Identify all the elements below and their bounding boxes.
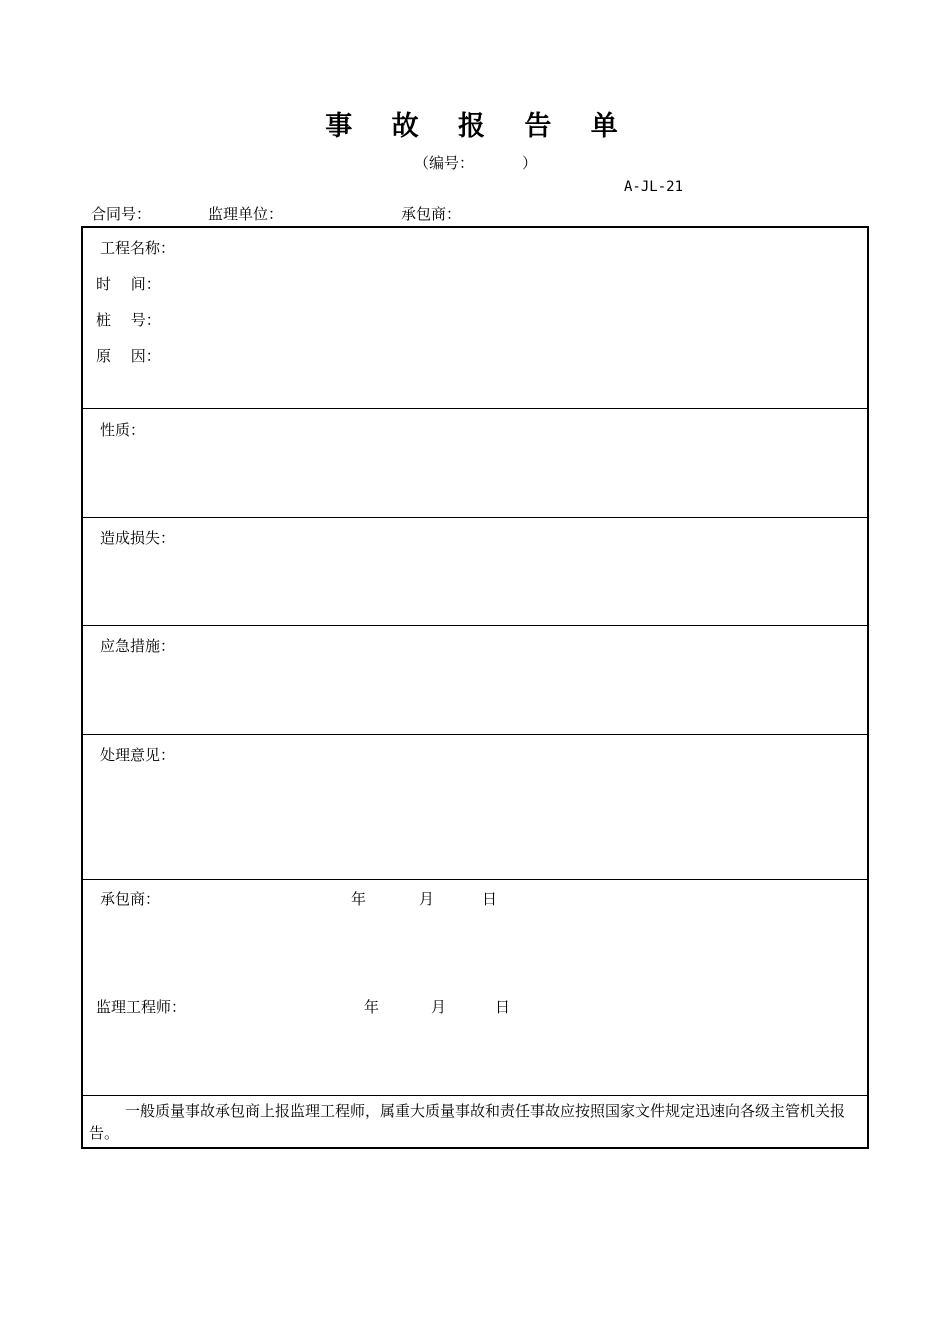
footnote-text: 一般质量事故承包商上报监理工程师，属重大质量事故和责任事故应按照国家文件规定迅速向各级主管机关报告。 <box>89 1102 846 1142</box>
opinion-section-divider <box>83 734 867 735</box>
emergency-label: 应急措施： <box>100 637 176 655</box>
serial-label: （编号： <box>414 154 475 172</box>
serial-close: ） <box>522 154 538 172</box>
emergency-section-divider <box>83 625 867 626</box>
loss-section-divider <box>83 517 867 518</box>
contractor-day-label: 日 <box>482 890 498 908</box>
contractor-label: 承包商： <box>401 205 462 223</box>
contract-no-label: 合同号： <box>91 205 152 223</box>
report-form <box>81 226 869 1149</box>
engineer-month-label: 月 <box>431 998 447 1016</box>
opinion-label: 处理意见： <box>100 746 176 764</box>
cause-label: 原 因： <box>96 347 161 365</box>
engineer-day-label: 日 <box>495 998 511 1016</box>
signature-section-divider <box>83 879 867 880</box>
nature-label: 性质： <box>100 421 146 439</box>
form-code: A-JL-21 <box>624 179 684 195</box>
contractor-month-label: 月 <box>419 890 435 908</box>
station-label: 桩 号： <box>96 311 161 329</box>
engineer-signature-label: 监理工程师： <box>96 998 187 1016</box>
engineer-year-label: 年 <box>364 998 380 1016</box>
serial-number <box>414 152 538 173</box>
project-name-label: 工程名称： <box>100 239 176 257</box>
contractor-year-label: 年 <box>351 890 367 908</box>
contractor-signature-label: 承包商： <box>100 890 161 908</box>
document-title: 事 故 报 告 单 <box>325 111 633 142</box>
time-label: 时 间： <box>96 275 161 293</box>
supervisor-unit-label: 监理单位： <box>208 205 284 223</box>
nature-section-divider <box>83 408 867 409</box>
loss-label: 造成损失： <box>100 529 176 547</box>
